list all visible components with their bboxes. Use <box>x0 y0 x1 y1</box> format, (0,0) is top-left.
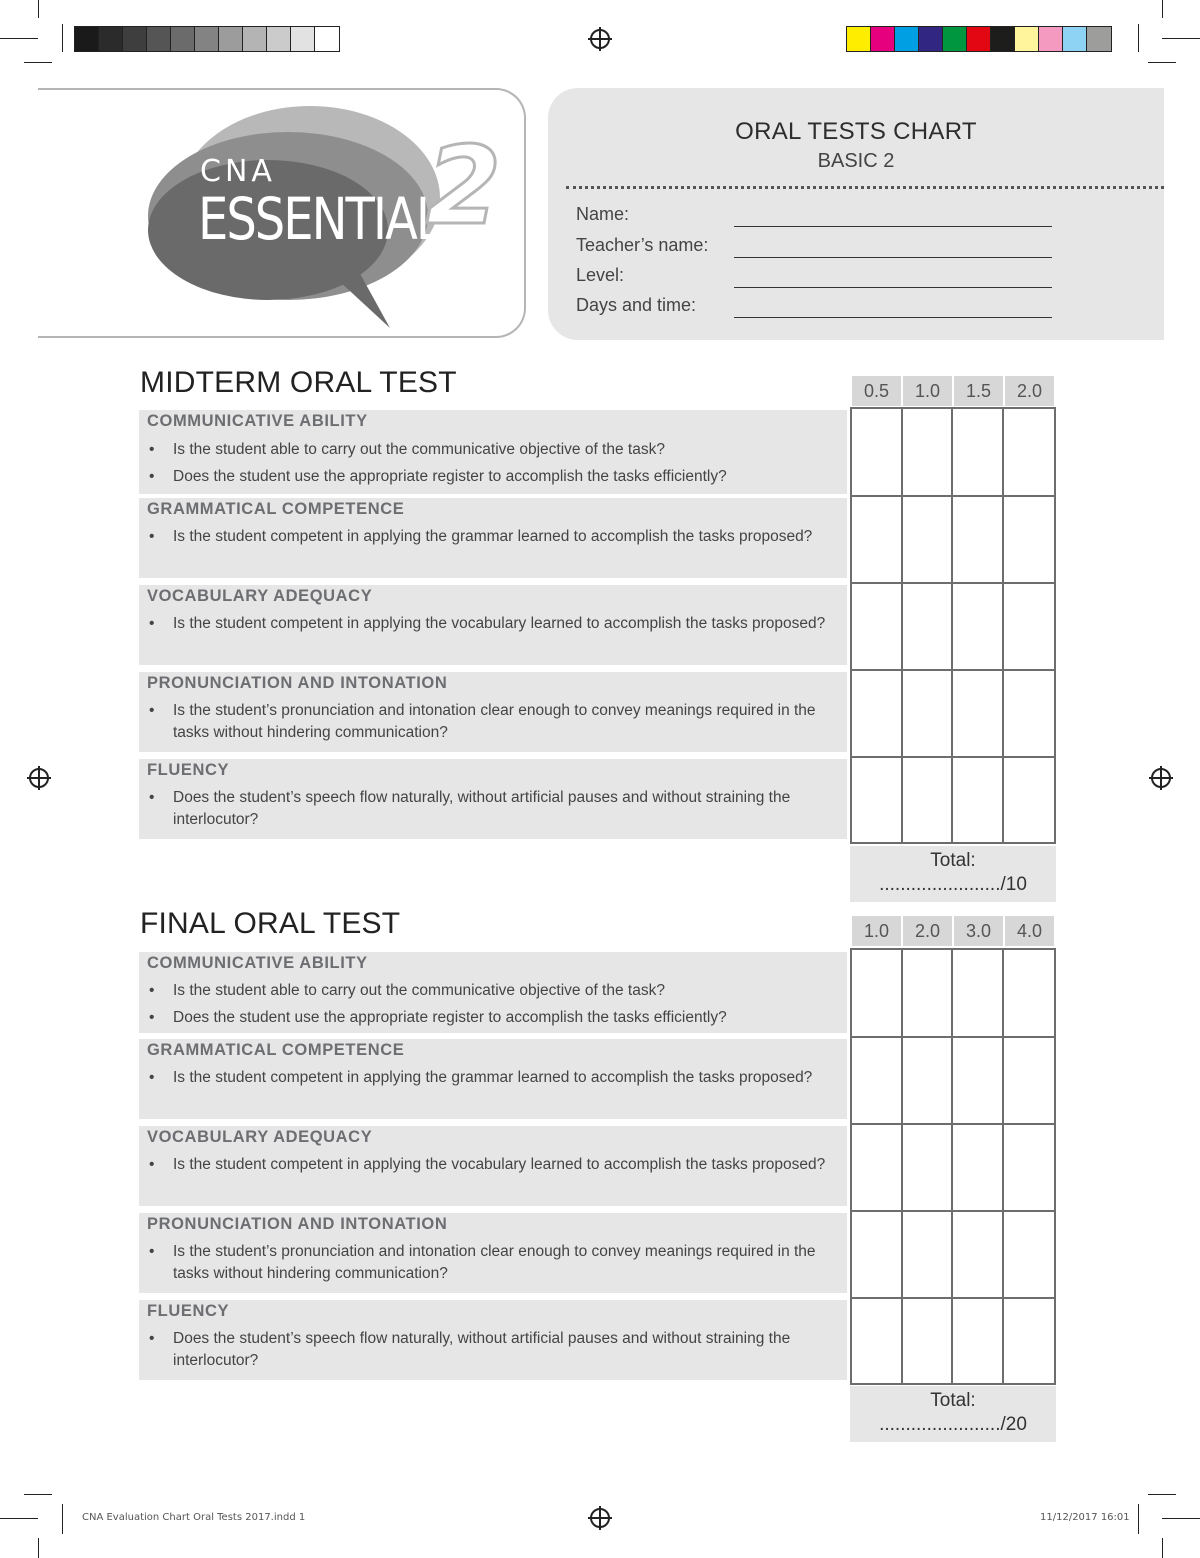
registration-mark-icon <box>590 1508 610 1528</box>
grayscale-swatch <box>195 27 219 51</box>
grayscale-swatch <box>171 27 195 51</box>
score-cell[interactable] <box>1004 409 1055 497</box>
crop-mark <box>38 1538 39 1558</box>
score-cell[interactable] <box>852 1125 903 1212</box>
criterion-question: • Is the student’s pronunciation and intonation clear enough to convey meanings required in the tasks without hindering communication? <box>173 1241 833 1285</box>
score-cell[interactable] <box>852 950 903 1038</box>
grayscale-swatch <box>75 27 99 51</box>
grayscale-swatch <box>267 27 291 51</box>
midterm-total-value[interactable]: ......................./10 <box>879 874 1027 895</box>
criterion-row <box>139 585 847 665</box>
score-cell[interactable] <box>953 1038 1004 1125</box>
crop-mark <box>24 62 52 63</box>
criterion-heading: FLUENCY <box>147 761 230 779</box>
criterion-question: • Is the student competent in applying the grammar learned to accomplish the tasks proposed? <box>173 1067 833 1089</box>
process-color-swatch <box>847 27 871 51</box>
score-label: 1.0 <box>852 916 901 946</box>
score-cell[interactable] <box>903 584 954 671</box>
process-color-swatch <box>1039 27 1063 51</box>
score-label: 0.5 <box>852 376 901 406</box>
score-cell[interactable] <box>953 671 1004 758</box>
criterion-row <box>139 1213 847 1293</box>
score-cell[interactable] <box>903 1299 954 1383</box>
criterion-row <box>139 410 847 494</box>
score-cell[interactable] <box>953 584 1004 671</box>
grayscale-swatch <box>99 27 123 51</box>
score-cell[interactable] <box>903 950 954 1038</box>
process-color-swatch <box>919 27 943 51</box>
criterion-row <box>139 672 847 752</box>
criterion-question: • Does the student use the appropriate register to accomplish the tasks efficiently? <box>173 466 833 488</box>
score-label: 2.0 <box>903 916 952 946</box>
score-cell[interactable] <box>852 671 903 758</box>
criterion-heading: GRAMMATICAL COMPETENCE <box>147 1041 405 1059</box>
name-field[interactable] <box>734 226 1052 227</box>
score-cell[interactable] <box>953 950 1004 1038</box>
process-color-swatch <box>943 27 967 51</box>
score-cell[interactable] <box>852 409 903 497</box>
criterion-question: • Is the student able to carry out the communicative objective of the task? <box>173 980 833 1002</box>
criterion-question: • Is the student competent in applying the grammar learned to accomplish the tasks proposed? <box>173 526 833 548</box>
score-cell[interactable] <box>1004 1212 1055 1299</box>
score-cell[interactable] <box>1004 584 1055 671</box>
logo-brand-small: CNA <box>200 154 276 189</box>
file-slug: CNA Evaluation Chart Oral Tests 2017.indd 1 <box>82 1512 306 1523</box>
teacher-name-field[interactable] <box>734 257 1052 258</box>
process-color-swatch <box>871 27 895 51</box>
criterion-question: • Is the student competent in applying the vocabulary learned to accomplish the tasks proposed? <box>173 613 833 635</box>
process-color-swatch <box>967 27 991 51</box>
criterion-heading: COMMUNICATIVE ABILITY <box>147 954 368 972</box>
crop-mark <box>62 1504 63 1534</box>
score-cell[interactable] <box>1004 1299 1055 1383</box>
final-section-title: FINAL ORAL TEST <box>140 907 401 940</box>
days-time-field[interactable] <box>734 317 1052 318</box>
crop-mark <box>1162 1518 1200 1519</box>
crop-mark <box>1162 1538 1163 1558</box>
score-cell[interactable] <box>852 584 903 671</box>
registration-mark-icon <box>590 29 610 49</box>
final-score-grid <box>850 948 1056 1385</box>
name-label: Name: <box>576 204 630 224</box>
score-cell[interactable] <box>953 1299 1004 1383</box>
registration-mark-icon <box>29 768 49 788</box>
crop-mark <box>62 24 63 52</box>
score-label: 1.5 <box>954 376 1003 406</box>
total-label: Total: <box>930 850 976 871</box>
criterion-heading: PRONUNCIATION AND INTONATION <box>147 674 448 692</box>
crop-mark <box>0 38 38 39</box>
score-label: 4.0 <box>1005 916 1054 946</box>
chart-subtitle: BASIC 2 <box>817 150 895 172</box>
criterion-heading: VOCABULARY ADEQUACY <box>147 1128 373 1146</box>
crop-mark <box>0 1518 38 1519</box>
score-label: 1.0 <box>903 376 952 406</box>
score-cell[interactable] <box>1004 497 1055 584</box>
level-field[interactable] <box>734 287 1052 288</box>
score-cell[interactable] <box>852 1299 903 1383</box>
criterion-question: • Is the student competent in applying the vocabulary learned to accomplish the tasks proposed? <box>173 1154 833 1176</box>
score-cell[interactable] <box>903 758 954 842</box>
score-cell[interactable] <box>1004 1038 1055 1125</box>
print-timestamp: 11/12/2017 16:01 <box>1040 1512 1130 1523</box>
score-cell[interactable] <box>903 497 954 584</box>
logo-level-number: 2 <box>426 124 502 249</box>
criterion-row <box>139 1300 847 1380</box>
score-cell[interactable] <box>953 1125 1004 1212</box>
final-score-header <box>852 916 1054 946</box>
score-cell[interactable] <box>852 1212 903 1299</box>
score-cell[interactable] <box>903 409 954 497</box>
crop-mark <box>38 0 39 18</box>
days-time-label: Days and time: <box>576 295 697 315</box>
grayscale-swatch <box>147 27 171 51</box>
midterm-score-header <box>852 376 1054 406</box>
midterm-section-title: MIDTERM ORAL TEST <box>140 366 457 399</box>
registration-mark-icon <box>1151 768 1171 788</box>
process-color-bar <box>846 26 1112 52</box>
crop-mark <box>1138 1504 1139 1534</box>
midterm-total-box <box>850 846 1056 902</box>
final-total-value[interactable]: ......................./20 <box>879 1414 1027 1435</box>
crop-mark <box>1148 1494 1176 1495</box>
score-cell[interactable] <box>1004 1125 1055 1212</box>
score-cell[interactable] <box>1004 671 1055 758</box>
chart-title: ORAL TESTS CHART <box>735 118 977 145</box>
score-cell[interactable] <box>852 758 903 842</box>
criterion-question: • Is the student able to carry out the communicative objective of the task? <box>173 439 833 461</box>
process-color-swatch <box>1063 27 1087 51</box>
logo-panel <box>38 88 526 338</box>
grayscale-swatch <box>219 27 243 51</box>
total-label: Total: <box>930 1390 976 1411</box>
score-cell[interactable] <box>953 497 1004 584</box>
criterion-question: • Does the student use the appropriate register to accomplish the tasks efficiently? <box>173 1007 833 1029</box>
score-cell[interactable] <box>852 497 903 584</box>
score-cell[interactable] <box>1004 758 1055 842</box>
score-cell[interactable] <box>953 758 1004 842</box>
criterion-question: • Is the student’s pronunciation and intonation clear enough to convey meanings required in the tasks without hindering communication? <box>173 700 833 744</box>
crop-mark <box>1138 24 1139 52</box>
logo-brand-big: ESSENTIALS <box>198 186 470 254</box>
criterion-heading: VOCABULARY ADEQUACY <box>147 587 373 605</box>
criterion-heading: PRONUNCIATION AND INTONATION <box>147 1215 448 1233</box>
crop-mark <box>1162 38 1200 39</box>
grayscale-swatch <box>315 27 339 51</box>
grayscale-swatch <box>291 27 315 51</box>
criterion-question: • Does the student’s speech flow naturally, without artificial pauses and without straining the interlocutor? <box>173 1328 833 1372</box>
process-color-swatch <box>991 27 1015 51</box>
score-cell[interactable] <box>852 1038 903 1125</box>
crop-mark <box>1162 0 1163 18</box>
grayscale-color-bar <box>74 26 340 52</box>
score-cell[interactable] <box>903 1125 954 1212</box>
criterion-row <box>139 759 847 839</box>
score-cell[interactable] <box>903 671 954 758</box>
process-color-swatch <box>1087 27 1111 51</box>
crop-mark <box>24 1494 52 1495</box>
score-cell[interactable] <box>1004 950 1055 1038</box>
score-cell[interactable] <box>903 1038 954 1125</box>
score-label: 2.0 <box>1005 376 1054 406</box>
criterion-row <box>139 1126 847 1206</box>
score-cell[interactable] <box>903 1212 954 1299</box>
crop-mark <box>1148 62 1176 63</box>
grayscale-swatch <box>123 27 147 51</box>
process-color-swatch <box>895 27 919 51</box>
teacher-name-label: Teacher’s name: <box>576 235 709 255</box>
criterion-row <box>139 1039 847 1119</box>
criterion-row <box>139 952 847 1033</box>
criterion-heading: FLUENCY <box>147 1302 230 1320</box>
score-cell[interactable] <box>953 409 1004 497</box>
process-color-swatch <box>1015 27 1039 51</box>
dotted-divider <box>566 186 1164 189</box>
student-info-panel <box>548 88 1164 340</box>
grayscale-swatch <box>243 27 267 51</box>
criterion-heading: GRAMMATICAL COMPETENCE <box>147 500 405 518</box>
criterion-row <box>139 498 847 578</box>
criterion-heading: COMMUNICATIVE ABILITY <box>147 412 368 430</box>
criterion-question: • Does the student’s speech flow naturally, without artificial pauses and without straining the interlocutor? <box>173 787 833 831</box>
score-label: 3.0 <box>954 916 1003 946</box>
level-label: Level: <box>576 265 625 285</box>
final-total-box <box>850 1386 1056 1442</box>
score-cell[interactable] <box>953 1212 1004 1299</box>
midterm-score-grid <box>850 407 1056 844</box>
